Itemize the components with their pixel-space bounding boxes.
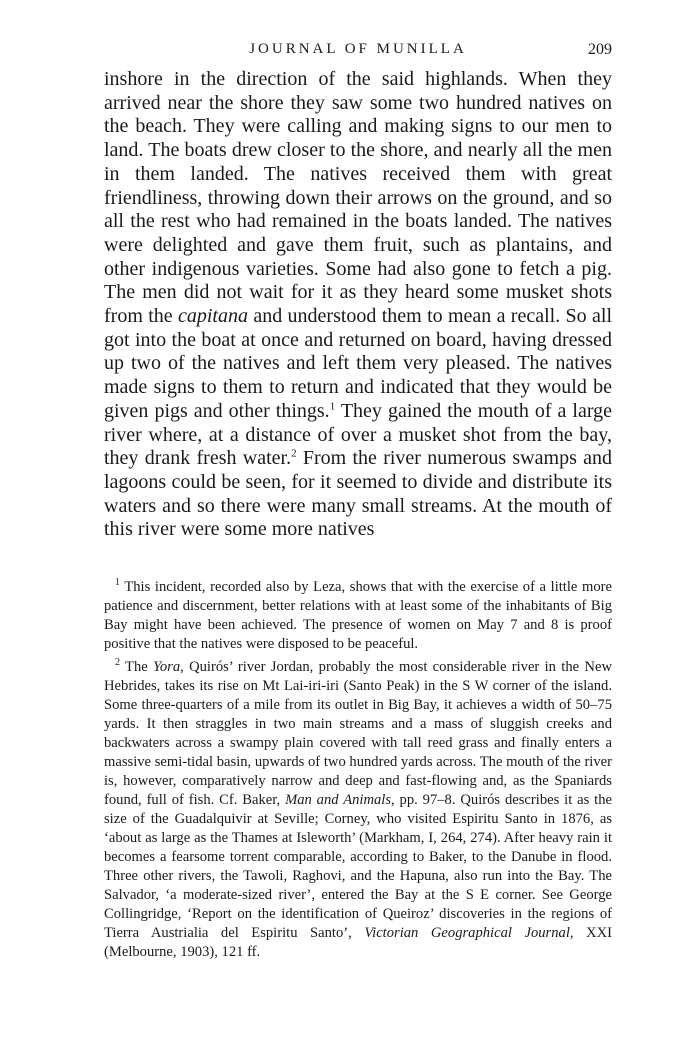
body-text: and understood them to mean a recall. So all got into the boat at once and returned on board, having dressed up two of the natives and left them very pleased. The natives made signs to them to return and indicated that they would be given pigs and other things. xyxy=(104,305,612,422)
footnote-ref-2[interactable]: 2 xyxy=(291,447,297,460)
running-title: JOURNAL OF MUNILLA xyxy=(249,41,467,57)
footnote-text: This incident, recorded also by Leza, shows that with the exercise of a little more patience and discernment, better relations with at least some of the inhabitants of Big Bay might have been achieved. The presence of women on May 7 and 8 is proof positive that the natives were disposed to be peaceful. xyxy=(104,579,612,652)
footnote-text: The xyxy=(120,659,154,675)
footnote-text: , Quirós’ river Jordan, probably the most considerable river in the New Hebrides, takes its rise on Mt Lai-iri-iri (Santo Peak) in the S W corner of the island. Some three-quarters of a mile from its outlet in Big Bay, it achieves a width of 50–75 yards. It then straggles in two main streams and a mass of sluggish creeks and backwaters across a swampy plain covered with tall reed grass and finally enters a massive semi-tidal basin, upwards of two hundred yards across. The mouth of the river is, however, comparatively narrow and deep and fast-flowing and, as the Spaniards found, full of fish. Cf. Baker, xyxy=(104,659,612,808)
body-text: From the river numerous swamps and lagoons could be seen, for it seemed to divide and distribute its waters and so there were many small streams. At the mouth of this river were some more natives xyxy=(104,447,613,541)
footnote-text: , pp. 97–8. Quirós describes it as the size of the Guadalquivir at Seville; Corney, who visited Espiritu Santo in 1876, as ‘about as large as the Thames at Isleworth’ (Markham, I, 264, 274). After heavy rain it becomes a fearsome torrent comparable, according to Baker, to the Danube in flood. Three other rivers, the Tawoli, Raghovi, and the Hapuna, also run into the Bay. The Salvador, ‘a moderate-sized river’, entered the Bay at the S E corner. See George Collingridge, ‘Report on the identification of Queiroz’ discoveries in the regions of Tierra Austrialia del Espiritu Santo’, xyxy=(104,792,612,941)
running-head xyxy=(104,41,612,63)
body-paragraph xyxy=(104,68,612,542)
footnote-text: , XXI (Melbourne, 1903), 121 ff. xyxy=(104,925,612,960)
footnote-ref-1[interactable]: 1 xyxy=(329,400,336,413)
footnote-mark-2: 2 xyxy=(115,657,120,669)
footnote-paragraph xyxy=(104,658,612,962)
italic-book-title: Man and Animals xyxy=(285,792,392,808)
main-text xyxy=(104,68,612,542)
footnote-mark-1: 1 xyxy=(115,577,120,589)
footnote-paragraph xyxy=(104,578,612,654)
footnote-2 xyxy=(104,658,612,962)
italic-yora: Yora xyxy=(153,659,181,675)
page-number: 209 xyxy=(588,41,612,58)
italic-term-capitana: capitana xyxy=(177,305,248,328)
body-text: They gained the mouth of a large river where, at a distance of over a musket shot from the bay, they drank fresh water. xyxy=(104,399,612,470)
body-text: inshore in the direction of the said highlands. When they arrived near the shore they saw some two hundred natives on the beach. They were calling and making signs to our men to land. The boats drew closer to the shore, and nearly all the men in them landed. The natives received them with great friendliness, throwing down their arrows on the ground, and so all the rest who had remained in the boats landed. The natives were delighted and gave them fruit, such as plantains, and other indigenous varieties. Some had also gone to fetch a pig. The men did not wait for it as they heard some musket shots from the xyxy=(104,68,612,328)
footnote-1 xyxy=(104,578,612,654)
italic-journal-title: Victorian Geographical Journal xyxy=(364,925,570,941)
